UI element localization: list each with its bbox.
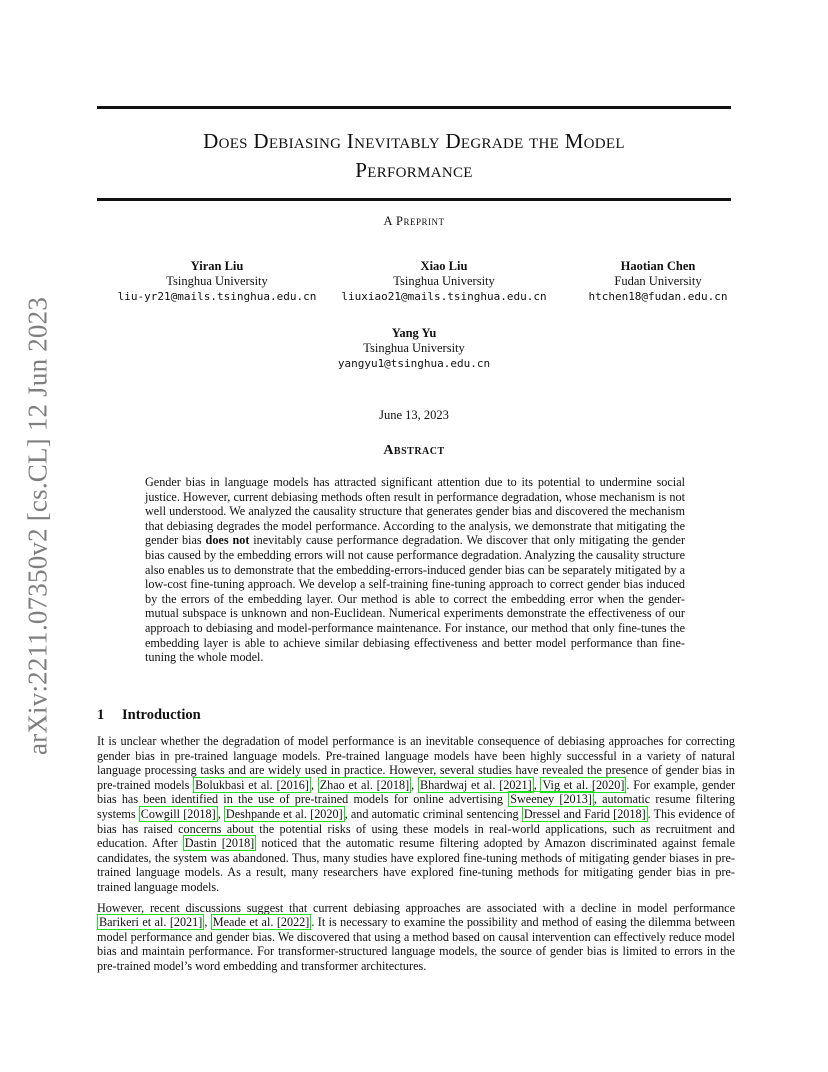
title-line-2: Performance	[355, 158, 473, 182]
text: ,	[411, 777, 418, 792]
author-name: Yiran Liu	[190, 259, 244, 273]
citation-author: Dastin	[184, 836, 217, 851]
citation-author: Barikeri et al.	[99, 915, 167, 930]
author-affiliation: Tsinghua University	[166, 274, 268, 288]
citation-link[interactable]	[211, 914, 312, 930]
paper-title	[97, 127, 731, 185]
citation-link[interactable]	[193, 777, 311, 793]
citation-year: [2018]	[183, 806, 216, 821]
text: . For example, gender bias has been identified in the use of pre-trained models for online advertising	[97, 777, 736, 807]
author-email[interactable]: yangyu1@tsinghua.edu.cn	[337, 357, 491, 370]
citation-author: Vig et al.	[542, 777, 589, 792]
author-block	[97, 259, 337, 304]
citation-link[interactable]	[97, 914, 204, 930]
abstract-text-part: inevitably cause performance degradation. We discover that only mitigating the gender bias caused by the embedding errors will not cause performance degradation. Analyzing the causality structure also enables us to demonstrate that the embedding-errors-induced gender bias can be separately mitigated by a low-cost fine-tuning approach. We develop a self-training fine-tuning approach to correct gender bias induced by the errors of the embedding layer. Our method is able to correct the embedding error when the gender-mutual subspace is unknown and non-Euclidean. Numerical experiments demonstrate the effectiveness of our approach to debiasing and model-performance maintenance. For instance, our method that only fine-tunes the embedding layer is able to achieve similar debiasing effectiveness and better model performance than fine-tuning the whole model.	[145, 533, 686, 665]
text: , and automatic criminal sentencing	[344, 806, 522, 821]
citation-year: [2021]	[499, 777, 532, 792]
citation-year: [2020]	[591, 777, 625, 792]
citation-link[interactable]	[522, 806, 648, 822]
citation-link[interactable]	[318, 777, 411, 793]
text: It is unclear whether the degradation of model performance is an inevitable consequence of debiasing approaches for correcting gender bias in pre-trained language models. Pre-trained language models have been highly successful in a variety of natural language processing tasks and are widely used in practice. However, several studies have revealed the presence of gender bias in pre-trained models	[97, 734, 735, 792]
text: , automatic resume filtering systems	[97, 792, 735, 821]
abstract-text-part: Gender bias in language models has attracted significant attention due to its potential to undermine social justice. However, current debiasing methods often result in performance degradation, whose mechanism is not well understood. We analyzed the causality structure that generates gender bias and discovered the mechanism that debiasing degrades the model performance. According to the analysis, we demonstrate that mitigating the gender bias	[145, 475, 685, 548]
text: . It is necessary to examine the possibility and method of easing the dilemma between model performance and gender bias. We discovered that using a method based on causal intervention can effectively reduce model bias and maintain performance. For transformer-structured language models, the source of gender bias is limited to errors in the pre-trained model’s word embedding and transformer architectures.	[97, 915, 736, 973]
citation-year: [2018]	[376, 777, 410, 792]
abstract-text	[145, 475, 685, 665]
text: ,	[204, 915, 211, 930]
abstract-heading: Abstract	[383, 443, 445, 458]
author-email[interactable]: liu-yr21@mails.tsinghua.edu.cn	[117, 290, 317, 303]
citation-link[interactable]	[418, 777, 534, 793]
citation-link[interactable]	[224, 806, 345, 822]
citation-author: Zhao et al.	[319, 777, 373, 792]
author-email[interactable]: htchen18@fudan.edu.cn	[588, 290, 728, 303]
citation-link[interactable]	[139, 806, 218, 822]
citation-link[interactable]	[183, 835, 256, 851]
section-number: 1	[97, 707, 105, 723]
citation-author: Deshpande et al.	[225, 806, 307, 821]
author-block	[330, 259, 558, 304]
citation-year: [2020]	[310, 806, 343, 821]
abstract-bold-text: does not	[205, 533, 250, 548]
title-line-1: Does Debiasing Inevitably Degrade the Model	[203, 129, 625, 153]
citation-year: [2021]	[169, 915, 203, 930]
arxiv-stamp: arXiv:2211.07350v2 [cs.CL] 12 Jun 2023	[22, 296, 53, 756]
text: ,	[217, 806, 224, 821]
author-block	[560, 259, 756, 304]
text: However, recent discussions suggest that current debiasing approaches are associated with a decline in model performance	[97, 900, 735, 915]
citation-author: Meade et al.	[212, 915, 274, 930]
paragraph	[97, 901, 735, 974]
title-rule-top	[97, 106, 731, 109]
citation-year: [2018]	[613, 806, 646, 821]
author-affiliation: Tsinghua University	[393, 274, 495, 288]
author-affiliation: Tsinghua University	[363, 341, 465, 355]
text: noticed that the automatic resume filtering adopted by Amazon discriminated against female candidates, the system was abandoned. Thus, many studies have explored fine-tuning methods of mitigating gender biases in pre-trained language models. As a result, many researchers have explored fine-tuning methods for mitigating gender bias in pre-trained language models.	[97, 836, 735, 894]
title-rule-bottom	[97, 198, 731, 201]
section-title: Introduction	[122, 707, 201, 723]
citation-link[interactable]	[540, 777, 626, 793]
paper-date: June 13, 2023	[379, 408, 449, 422]
citation-author: Bolukbasi et al.	[195, 777, 273, 792]
citation-year: [2022]	[276, 915, 310, 930]
citation-author: Sweeney	[510, 792, 555, 807]
author-name: Xiao Liu	[420, 259, 468, 273]
citation-author: Cowgill	[140, 806, 181, 821]
author-name: Yang Yu	[391, 326, 437, 340]
author-block	[314, 326, 514, 371]
author-email[interactable]: liuxiao21@mails.tsinghua.edu.cn	[341, 290, 547, 303]
text: ,	[310, 777, 318, 792]
citation-author: Bhardwaj et al.	[419, 777, 496, 792]
introduction-body	[97, 734, 735, 980]
preprint-label: A Preprint	[383, 214, 445, 228]
text: . This evidence of bias has raised concerns about the potential risks of using these models in real-world applications, such as recruitment and education. After	[97, 806, 736, 851]
citation-year: [2016]	[276, 777, 309, 792]
text: ,	[533, 777, 541, 792]
citation-year: [2013]	[559, 792, 592, 807]
citation-year: [2018]	[221, 836, 255, 851]
author-affiliation: Fudan University	[614, 274, 702, 288]
section-heading	[97, 707, 201, 724]
paragraph	[97, 734, 735, 895]
citation-author: Dressel and Farid	[523, 806, 610, 821]
citation-link[interactable]	[508, 791, 594, 807]
author-name: Haotian Chen	[620, 259, 696, 273]
